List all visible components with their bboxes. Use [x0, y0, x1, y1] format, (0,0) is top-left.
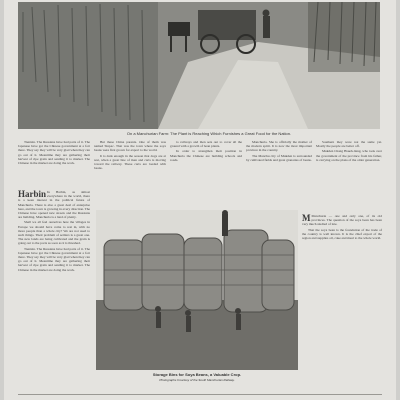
- center-column-top: [94, 140, 166, 200]
- right-c-text: Manchuria. She is officially the mother of the modern spirit. It is now the most important province in the country.: [246, 140, 312, 153]
- bottom-photo-caption: Storage Bins for Soya Beans, a Valuable Crop.: [152, 372, 242, 377]
- far-right-column-top: [316, 140, 382, 212]
- newspaper-page: [4, 0, 396, 400]
- top-photo-caption: On a Manchurian Farm: The Plant is Reaching Which Furnishes a Great Food for the Nation.: [126, 131, 292, 136]
- storage-bins-drawing: [96, 210, 298, 370]
- center-right-column: [170, 140, 242, 200]
- left-middle-text: In Harbin, as almost everywhere in the world, there is a keen interest in the political future of Manchuria. There is also a great deal of enterprise here, and the town is growing in every direction. The Chinese have opened new streets and the Russians are building. Manchuria is a land of plenty.: [18, 190, 90, 220]
- storage-bins-photograph: [96, 210, 298, 370]
- far-right-top-text: Southern they were not the same yet. Mostly the people are better off.: [316, 140, 382, 149]
- center-column-top-text: But these China parents. One of them was named Sinpac. That was the town where the soya beans were first grown for export to the world.: [94, 140, 166, 153]
- far-right-bottom-text: Manchuria — one and only one, of its old provinces. The question of the soya bean has been very much studied of late.: [302, 214, 382, 227]
- left-column-top-text: Tientsin. The Russians have had parts of it. The Japanese have got the Chinese government at a fort there. They say they will be very glad when they can go out of it. Meantime they are gathering their harvest of ripe grain and sending it to market. The Chinese in the market are doing the work.: [18, 140, 90, 166]
- right-column: [246, 140, 312, 200]
- right-b-text: In order to strengthen their position in Manchuria the Chinese are building schools and roads.: [170, 149, 242, 162]
- right-d-text: The Manchu city of Mukden is surrounded by cultivated fields and great granaries of beans.: [246, 153, 312, 162]
- center-column-middle-text: It is dark enough in the season that dogs are at rest, when a great line of men and carts is moving toward the railway. These carts are loaded with beans.: [94, 153, 166, 171]
- drop-cap-m: M: [302, 214, 311, 223]
- left-bottom-text-repeat: Tientsin. The Russians have had parts of it. The Japanese have got the Chinese government at a fort there. They say they will be very glad when they can go out of it. Meantime they are gathering their harvest of ripe grain and sending it to market. The Chinese in the market are doing the work.: [18, 246, 90, 272]
- bottom-rule: [18, 394, 382, 395]
- drop-cap-word: Harbin: [18, 190, 47, 199]
- left-column-bottom: [18, 190, 90, 390]
- farm-photograph: [18, 2, 380, 129]
- far-right-mid-text: Mukden Chang Hsueh-liang, who took over the government of the province from his father, is carrying on the plans of the older generation.: [316, 149, 382, 162]
- left-bottom-text: Shall we all feel ourselves here the villages in Europe we should have come to rest in, with no more people than a whole city? We are not used to such things. Their problem of settlers is a great one. The new lands are being cultivated and the grain is going out to the ports as soon as it is threshed.: [18, 220, 90, 246]
- left-column-top: [18, 140, 90, 186]
- far-right-end-text: That the soya bean is the foundation of the trade of the country is well known. It is the chief export of the region and supplies oil, cake and meal to the whole world.: [302, 227, 382, 241]
- right-a-text: to railways and then sets out to cover all the ground with a growth of bean plants.: [170, 140, 242, 149]
- far-right-column-bottom: [302, 214, 382, 394]
- farm-scene-drawing: [18, 2, 380, 129]
- bottom-photo-credit: Photographs Courtesy of the South Manchurian Railway.: [159, 378, 235, 382]
